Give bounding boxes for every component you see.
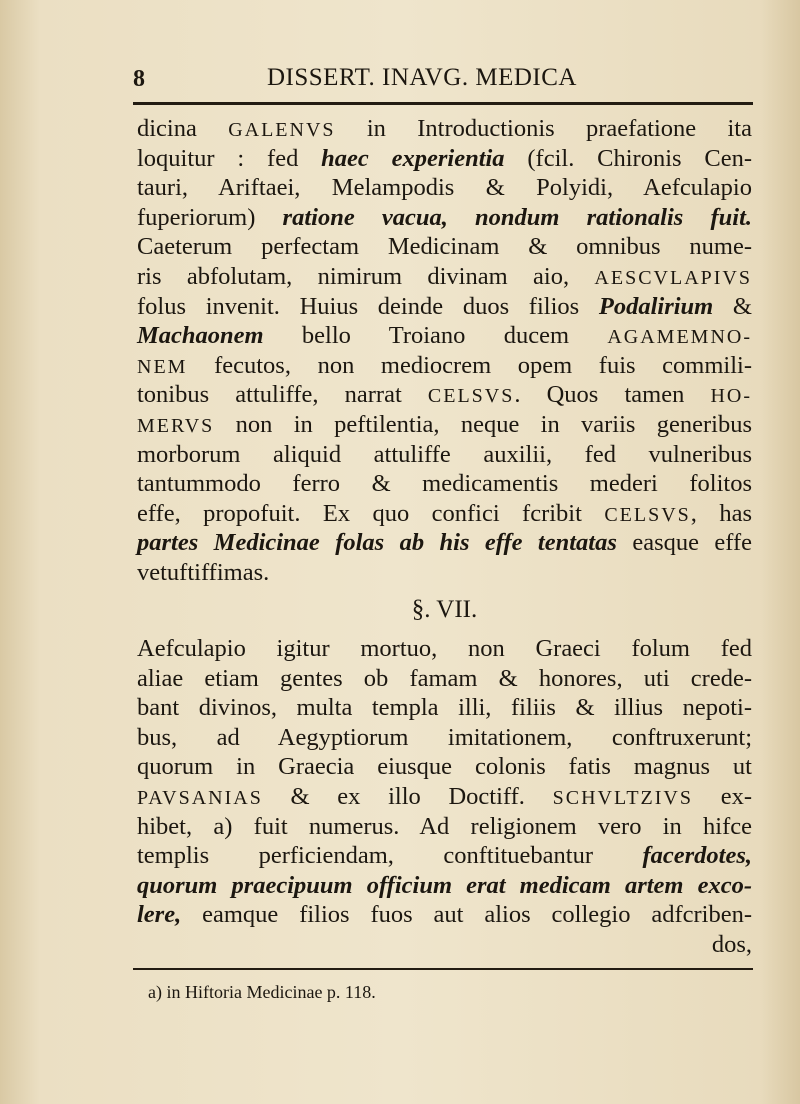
text-line — [137, 634, 752, 664]
small-caps-name: AGAMEMNO- — [607, 326, 752, 349]
text-line — [137, 351, 752, 381]
text-line — [137, 900, 752, 930]
text-run: & ex illo Doctiff. — [262, 782, 553, 810]
text-line — [137, 871, 752, 901]
catchword: dos, — [711, 930, 752, 958]
footnote: a) in Hiftoria Medicinae p. 118. — [148, 982, 376, 1002]
text-run: Aefculapio igitur mortuo, non Graeci folum fed — [137, 635, 752, 662]
text-line — [137, 841, 752, 871]
text-line — [137, 173, 752, 203]
main-text-2 — [137, 634, 752, 960]
text-run: aliae etiam gentes ob famam & honores, uti crede- — [137, 664, 752, 692]
italic-text: partes Medicinae folas ab his effe tentatas — [137, 529, 617, 557]
main-text — [137, 114, 752, 588]
small-caps-name: PAVSANIAS — [137, 786, 263, 809]
text-line — [137, 664, 752, 694]
small-caps-name: NEM — [137, 355, 188, 378]
text-run: dicina — [137, 115, 229, 142]
footnote-rule — [133, 968, 753, 970]
text-line — [137, 693, 752, 723]
text-line — [137, 558, 752, 588]
text-run: morborum aliquid attuliffe auxilii, fed vulneribus — [137, 440, 752, 468]
text-run: , has — [690, 499, 752, 527]
small-caps-name: CELSVS — [427, 385, 515, 408]
italic-text: Podalirium — [598, 292, 714, 320]
text-run: loquitur : fed — [137, 144, 322, 172]
page-number: 8 — [133, 66, 145, 92]
paragraph-1 — [137, 114, 752, 588]
italic-text: lere, — [137, 901, 182, 929]
text-line — [137, 469, 752, 499]
running-head: DISSERT. INAVG. MEDICA — [267, 64, 577, 91]
italic-text: facerdotes, — [642, 842, 752, 870]
text-run: tantummodo ferro & medicamentis mederi folitos — [137, 470, 752, 498]
text-run: easque effe — [616, 529, 753, 557]
text-line — [137, 410, 752, 440]
text-line — [137, 144, 752, 174]
text-line — [137, 528, 752, 558]
small-caps-name: AESCVLAPIVS — [594, 266, 752, 289]
text-line — [137, 752, 752, 782]
text-run: fecutos, non mediocrem opem fuis commili- — [187, 351, 752, 379]
text-line — [137, 380, 752, 410]
text-line — [137, 321, 752, 351]
text-run: ex- — [693, 782, 752, 810]
text-line — [137, 203, 752, 233]
small-caps-name: HO- — [710, 385, 753, 408]
small-caps-name: SCHVLTZIVS — [552, 786, 693, 809]
italic-text: Machaonem — [137, 322, 264, 350]
text-run: effe, propofuit. Ex quo confici fcribit — [137, 499, 605, 527]
text-run: non in peftilentia, neque in variis generibus — [214, 410, 752, 438]
text-line — [137, 440, 752, 470]
text-run: bant divinos, multa templa illi, filiis & illius nepoti- — [137, 694, 752, 722]
text-run: tonibus attuliffe, narrat — [137, 381, 428, 409]
text-run: & — [713, 292, 752, 320]
text-line — [137, 723, 752, 753]
text-run: hibet, a) fuit numerus. Ad religionem vero in hifce — [137, 812, 752, 840]
text-run: templis perficiendam, conftituebantur — [137, 842, 643, 870]
text-run: vetuftiffimas. — [137, 558, 270, 586]
small-caps-name: CELSVS — [604, 503, 691, 526]
text-line — [137, 499, 752, 529]
section-heading: §. VII. — [411, 596, 478, 623]
text-line — [137, 782, 752, 812]
text-run: quorum in Graecia eiusque colonis fatis magnus ut — [137, 753, 752, 781]
text-line — [137, 114, 752, 144]
text-run: bello Troiano ducem — [263, 322, 608, 350]
text-run: . Quos tamen — [514, 381, 711, 409]
text-run: eamque filios fuos aut alios collegio adfcriben- — [181, 901, 752, 929]
text-run: (fcil. Chironis Cen- — [504, 144, 752, 172]
page-header — [133, 62, 753, 96]
text-run: fuperiorum) — [137, 203, 283, 231]
italic-text: quorum praecipuum officium erat medicam artem exco- — [137, 871, 752, 899]
paragraph-2 — [137, 634, 752, 930]
text-line — [137, 232, 752, 262]
text-line — [137, 812, 752, 842]
small-caps-name: MERVS — [137, 414, 215, 437]
italic-text: haec experientia — [321, 144, 505, 172]
text-line — [137, 292, 752, 322]
text-run: Caeterum perfectam Medicinam & omnibus nume- — [137, 233, 752, 261]
text-line — [137, 262, 752, 292]
header-rule — [133, 102, 753, 105]
text-run: folus invenit. Huius deinde duos filios — [137, 292, 599, 320]
small-caps-name: GALENVS — [228, 119, 336, 141]
text-run: tauri, Ariftaei, Melampodis & Polyidi, Aefculapio — [137, 174, 752, 202]
text-run: ris abfolutam, nimirum divinam aio, — [137, 262, 595, 290]
text-run: in Introductionis praefatione ita — [335, 115, 752, 142]
italic-text: ratione vacua, nondum rationalis fuit. — [282, 203, 752, 231]
text-run: bus, ad Aegyptiorum imitationem, conftruxerunt; — [137, 723, 752, 751]
